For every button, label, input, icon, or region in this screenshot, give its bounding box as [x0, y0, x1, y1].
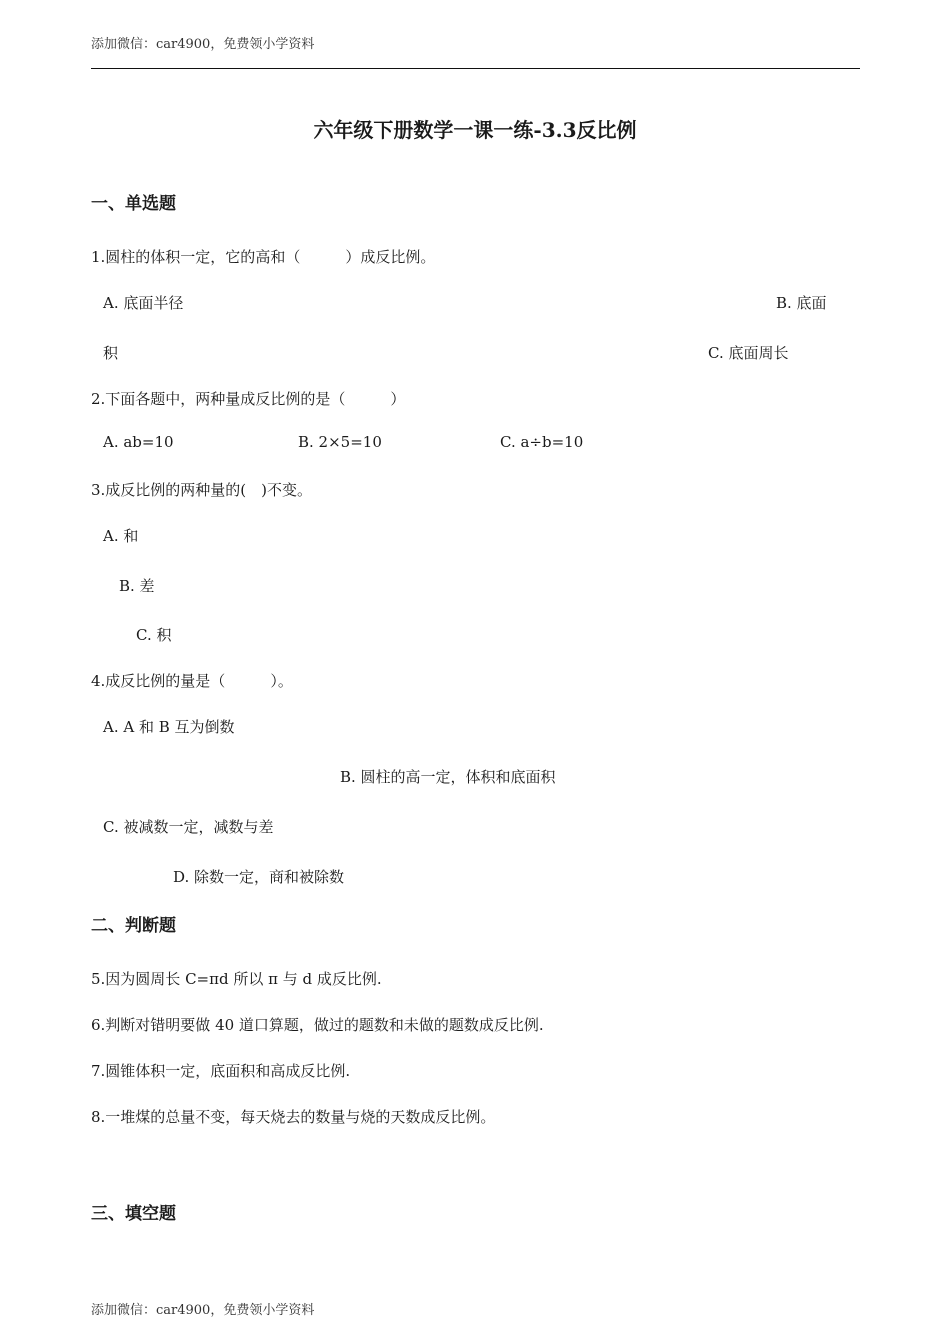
q1-option-a: A. 底面半径 — [103, 294, 184, 312]
section-heading-fill-blank: 三、填空题 — [91, 1204, 176, 1224]
question-8: 8.一堆煤的总量不变，每天烧去的数量与烧的天数成反比例。 — [91, 1108, 496, 1126]
q4-option-d: D. 除数一定，商和被除数 — [173, 868, 345, 886]
q3-option-b: B. 差 — [119, 577, 155, 595]
header-divider — [91, 68, 860, 69]
section-heading-true-false: 二、判断题 — [91, 916, 176, 936]
question-2: 2.下面各题中，两种量成反比例的是（ ） — [91, 390, 406, 408]
q3-option-a: A. 和 — [103, 527, 139, 545]
q4-option-b: B. 圆柱的高一定，体积和底面积 — [340, 768, 556, 786]
q1-option-c: C. 底面周长 — [708, 344, 789, 362]
question-4: 4.成反比例的量是（ ）。 — [91, 672, 293, 690]
q1-option-b-continued: 积 — [103, 344, 119, 362]
page-header: 添加微信：car4900，免费领小学资料 — [91, 37, 315, 52]
q4-option-c: C. 被减数一定，减数与差 — [103, 818, 274, 836]
section-heading-single-choice: 一、单选题 — [91, 194, 176, 214]
document-title: 六年级下册数学一课一练-3.3反比例 — [313, 118, 637, 142]
question-3: 3.成反比例的两种量的( )不变。 — [91, 481, 313, 499]
q2-option-c: C. a÷b=10 — [500, 433, 584, 451]
q2-option-b: B. 2×5=10 — [298, 433, 382, 451]
q4-option-a: A. A 和 B 互为倒数 — [103, 718, 235, 736]
q3-option-c: C. 积 — [136, 626, 172, 644]
question-6: 6.判断对错明要做 40 道口算题，做过的题数和未做的题数成反比例. — [91, 1016, 544, 1034]
q1-option-b: B. 底面 — [776, 294, 827, 312]
question-7: 7.圆锥体积一定，底面积和高成反比例. — [91, 1062, 351, 1080]
q2-option-a: A. ab=10 — [103, 433, 174, 451]
question-1: 1.圆柱的体积一定，它的高和（ ）成反比例。 — [91, 248, 436, 266]
page-footer: 添加微信：car4900，免费领小学资料 — [91, 1303, 315, 1318]
question-5: 5.因为圆周长 C=πd 所以 π 与 d 成反比例. — [91, 970, 382, 988]
